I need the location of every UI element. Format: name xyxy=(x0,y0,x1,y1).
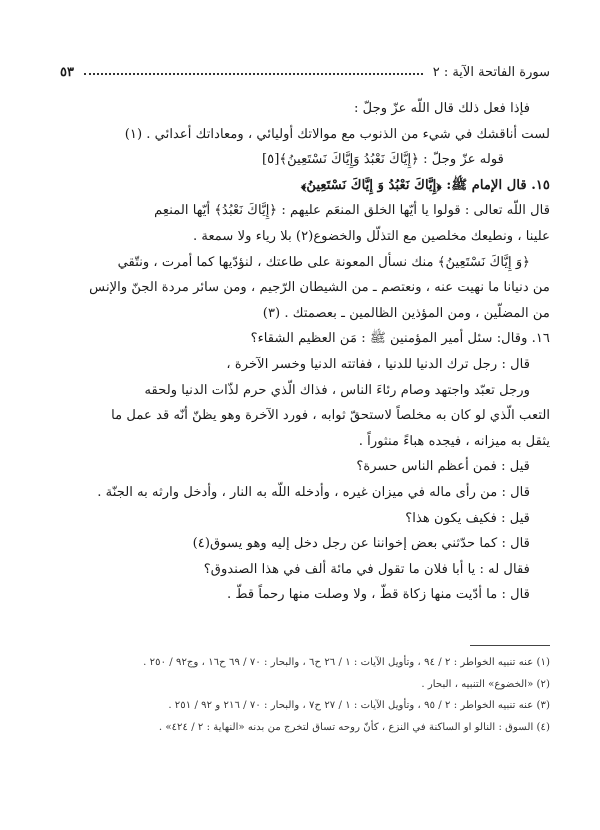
text-line: قيل : فكيف يكون هذا؟ xyxy=(405,510,530,526)
text-line: التعب الّذي لو كان به مخلصاً لاستحقّ ثوابه ، فورد الآخرة وهو يظنّ أنّه قد عمل ما xyxy=(111,408,550,424)
footnote-3: (٣) عنه تنبيه الخواطر : ٢ / ٩٥ ، وتأويل الآيات : ١ / ٢٧ ح٧ ، والبحار : ٧٠ / ٢١٦ و ٩٢ / ٢٥١ . xyxy=(168,700,550,711)
footnotes xyxy=(58,652,550,738)
text-line: ﴿وَ إِيَّاكَ نَسْتَعِينُ﴾ منك نسأل المعونة على طاعتك ، لنؤدّيها كما أمرت ، ونتّقي xyxy=(117,254,530,270)
footnote-2: (٢) «الخضوع» التنبيه ، البحار . xyxy=(421,678,550,690)
text-line: قيل : فمن أعظم الناس حسرة؟ xyxy=(356,459,530,475)
text-line: من دنيانا ما نهيت عنه ، ونعتصم ـ من الشيطان الرّجيم ، ومن سائر مردة الجنّ والإنس xyxy=(89,280,550,296)
footnote-1: (١) عنه تنبيه الخواطر : ٢ / ٩٤ ، وتأويل الآيات : ١ / ٢٦ ح٦ ، والبحار : ٧٠ / ٦٩ ح١٦ ، وج٩٢ / ٢٥٠ . xyxy=(143,657,550,668)
text-line: لست أناقشك في شيء من الذنوب مع موالاتك أوليائي ، ومعاداتك أعدائي . (١) xyxy=(124,126,550,142)
text-line: يثقل به ميزانه ، فيجده هباءً منثوراً . xyxy=(358,433,550,449)
text-line: قال : كما حدّثني بعض إخواننا عن رجل دخل إليه وهو يسوق(٤) xyxy=(192,536,530,552)
text-line: قال اللّه تعالى : قولوا يا أيّها الخلق المنعَم عليهم : ﴿إِيَّاكَ نَعْبُدُ﴾ أيّها المنعِم xyxy=(154,203,550,219)
header-dotted-rule xyxy=(84,65,423,75)
text-line: ورجل تعبّد واجتهد وصام رئاءَ الناس ، فذاك الّذي حرم لذّات الدنيا ولحقه xyxy=(144,382,530,398)
page-number: ٥٣ xyxy=(60,64,74,80)
running-title: سورة الفاتحة الآية : ٢ xyxy=(432,64,550,80)
footnote-divider xyxy=(470,645,550,646)
verse-heading: قوله عزّ وجلّ : ﴿إِيَّاكَ نَعْبُدُ وَإِيَّاكَ نَسْتَعِينُ﴾[٥] xyxy=(261,152,504,168)
text-line: فقال له : يا أبا فلان ما تقول في مائة ألف في هذا الصندوق؟ xyxy=(203,561,530,577)
hadith-heading: ١٦. وقال: سئل أمير المؤمنين ﷺ : مَن العظيم الشقاء؟ xyxy=(250,331,550,347)
text-line: قال : رجل ترك الدنيا للدنيا ، ففاتته الدنيا وخسر الآخرة ، xyxy=(226,356,530,372)
text-line: علينا ، ونطيعك مخلصين مع التذلّل والخضوع(٢) بلا رياء ولا سمعة . xyxy=(192,228,550,244)
main-text xyxy=(58,96,550,608)
footnote-4: (٤) السوق : النالو او الساكنة في النزع ، كأنّ روحه تساق لتخرج من بدنه «النهاية : ٢ / ٤٢٤» . xyxy=(158,721,550,733)
text-line: قال : من رأى ماله في ميزان غيره ، وأدخله اللّه به النار ، وأدخل وارثه به الجنّة . xyxy=(97,484,530,500)
page-header xyxy=(60,60,550,84)
text-line: فإذا فعل ذلك قال اللّه عزّ وجلّ : xyxy=(354,101,530,116)
text-line: من المضلّين ، ومن المؤذين الظالمين ـ بعصمتك . (٣) xyxy=(262,305,550,321)
text-line: قال : ما أدّيت منها زكاة قطّ ، ولا وصلت منها رحماً قطّ . xyxy=(227,587,530,603)
hadith-heading: ١٥. قال الإمام ﷺ: ﴿إِيَّاكَ نَعْبُدُ وَ إِيَّاكَ نَسْتَعِينُ﴾ xyxy=(300,177,550,193)
